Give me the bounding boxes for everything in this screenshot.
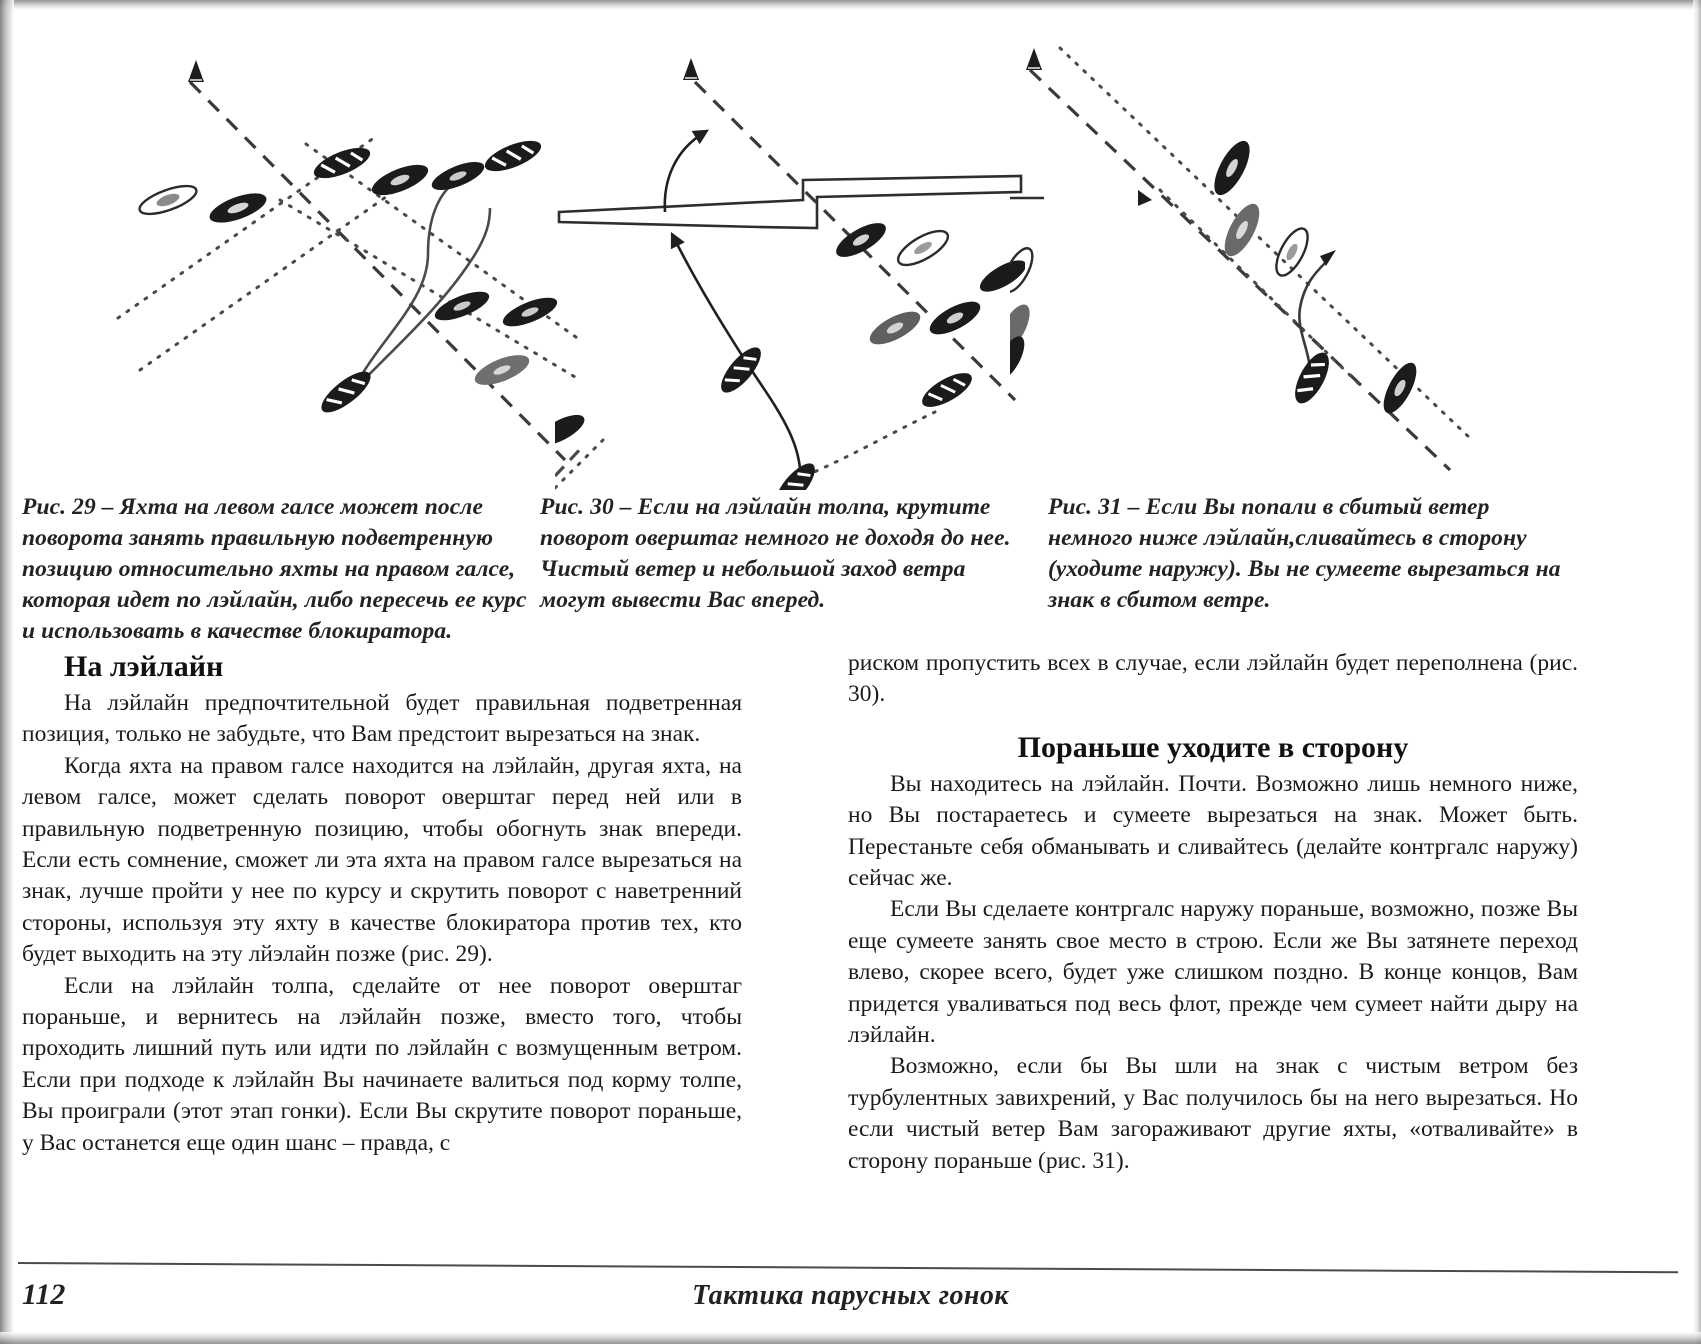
boat-group <box>136 135 560 420</box>
windward-mark-icon <box>1026 48 1042 70</box>
figure-31-diagram <box>1010 40 1510 490</box>
boat-grey <box>471 349 533 391</box>
figure-29-diagram <box>110 40 580 490</box>
running-title: Тактика парусных гонок <box>692 1280 1009 1311</box>
boat-outline <box>1270 224 1314 280</box>
left-column-heading: На лэйлайн <box>64 650 224 683</box>
figure-29-caption: Рис. 29 – Яхта на левом галсе может после поворота занять правильную подветренную позицию относительно яхты на правом галсе, которая идет по лэйлайн, либо пересечь ее курс и использовать в качестве блокиратора. <box>22 494 527 644</box>
figure-30-caption: Рис. 30 – Если на лэйлайн толпа, крутите поворот оверштаг немного не доходя до нее. Чистый ветер и небольшой заход ветра могут вывести Вас вперед. <box>540 494 1011 613</box>
page-footer <box>0 1278 1701 1338</box>
scan-edge-top <box>0 0 1701 10</box>
paragraph: На лэйлайн предпочтительной будет правильная подветренная позиция, только не забудьте, что Вам предстоит вырезаться на знак. <box>22 690 742 748</box>
boat-hatched <box>481 135 545 178</box>
paragraph: Когда яхта на правом галсе находится на лэйлайн, другая яхта, на левом галсе, может сделать поворот оверштаг перед ней или в правильную подветренную позицию, чтобы обогнуть знак впереди. Если есть сомнение, сможет ли эта яхта на правом галсе вырезаться на знак, лучше пройти у нее по курсу и скрутить поворот с наветренний стороны, используя эту яхту в качестве блокиратора против тех, кто будет выходить на эту лйэлайн позже (рис. 29). <box>22 752 742 968</box>
boat-dark <box>499 292 560 332</box>
boat-dark <box>925 295 985 341</box>
boat-hatched <box>917 366 976 413</box>
boat-dark <box>555 409 589 451</box>
layline-dashed <box>190 82 565 460</box>
boat-outline <box>1010 244 1038 296</box>
paragraph: Вы находитесь на лэйлайн. Почти. Возможно лишь немного ниже, но Вы постараетесь и сумеете вырезаться на знак. Может быть. Перестаньте себя обманывать и сливайтесь (делайте контргалс наружу) сейчас же. <box>848 770 1578 892</box>
boat-dark <box>431 286 492 326</box>
paragraph-continuation: риском пропустить всех в случае, если лэйлайн будет переполнена (рис. 30). <box>848 650 1578 708</box>
body-text <box>0 648 1701 1174</box>
boat-hatched <box>769 457 822 490</box>
boat-dark <box>1010 332 1030 384</box>
boat-group <box>555 216 1025 490</box>
paragraph: Возможно, если бы Вы шли на знак с чистым ветром без турбулентных завихрений, у Вас получилось бы на него вырезаться. Но если чистый ветер Вам загораживают другие яхты, «отваливайте» в сторону пораньше (рис. 31). <box>848 1053 1578 1174</box>
windward-mark-icon <box>683 58 699 80</box>
dotted-line-left <box>555 440 603 488</box>
figure-30-diagram <box>555 40 1025 490</box>
right-column <box>848 648 1578 1177</box>
figures-row <box>0 40 1701 490</box>
windward-mark-icon <box>188 60 204 82</box>
jagged-band <box>559 176 1021 228</box>
arrow-up <box>665 132 705 212</box>
page-number: 112 <box>22 1278 66 1311</box>
boat-dark <box>206 187 270 228</box>
boat-hatched <box>1288 348 1335 409</box>
boat-grey <box>865 305 925 351</box>
boat-hatched <box>310 142 374 185</box>
footer-divider <box>18 1262 1678 1273</box>
boat-outline <box>893 224 952 271</box>
paragraph: Если на лэйлайн толпа, сделайте от нее поворот оверштаг пораньше, и вернитесь на лэйлайн позже, вместо того, чтобы проходить лишний путь или идти по лэйлайн с возмущенным ветром. Если при подходе к лэйлайн Вы начинаете валиться под корму толпе, Вы проиграли (этот этап гонки). Если Вы скрутите поворот пораньше, у Вас останется еще один шанс – правда, с <box>22 972 742 1156</box>
left-column <box>22 648 742 1159</box>
track-arrowhead-icon <box>1320 250 1336 266</box>
boat-dark <box>428 156 487 196</box>
boat-hatched <box>316 365 377 419</box>
paragraph: Если Вы сделаете контргалс наружу пораньше, возможно, позже Вы еще сумеете занять свое место в строю. Если же Вы затянете переход влево, скорее всего, будет уже слишком поздно. В конце концов, Вам придется уваливаться под весь флот, прежде чем сумеет найти дыру на лэйлайн. <box>848 896 1578 1049</box>
boat-dark <box>1207 136 1256 200</box>
mid-arrow-icon <box>1138 190 1152 206</box>
boat-track-curve-a <box>352 180 458 392</box>
boat-dark <box>831 216 890 263</box>
figure-31-caption: Рис. 31 – Если Вы попали в сбитый ветер немного ниже лэйлайн,сливайтесь в сторону (уходите наружу). Вы не сумеете вырезаться на знак в сбитом ветре. <box>1048 494 1561 613</box>
boat-group <box>1010 136 1423 418</box>
boat-hatched <box>715 341 768 398</box>
dotted-track <box>795 412 935 480</box>
right-column-heading: Пораньше уходите в сторону <box>1017 730 1409 764</box>
boat-dark <box>1377 358 1423 418</box>
